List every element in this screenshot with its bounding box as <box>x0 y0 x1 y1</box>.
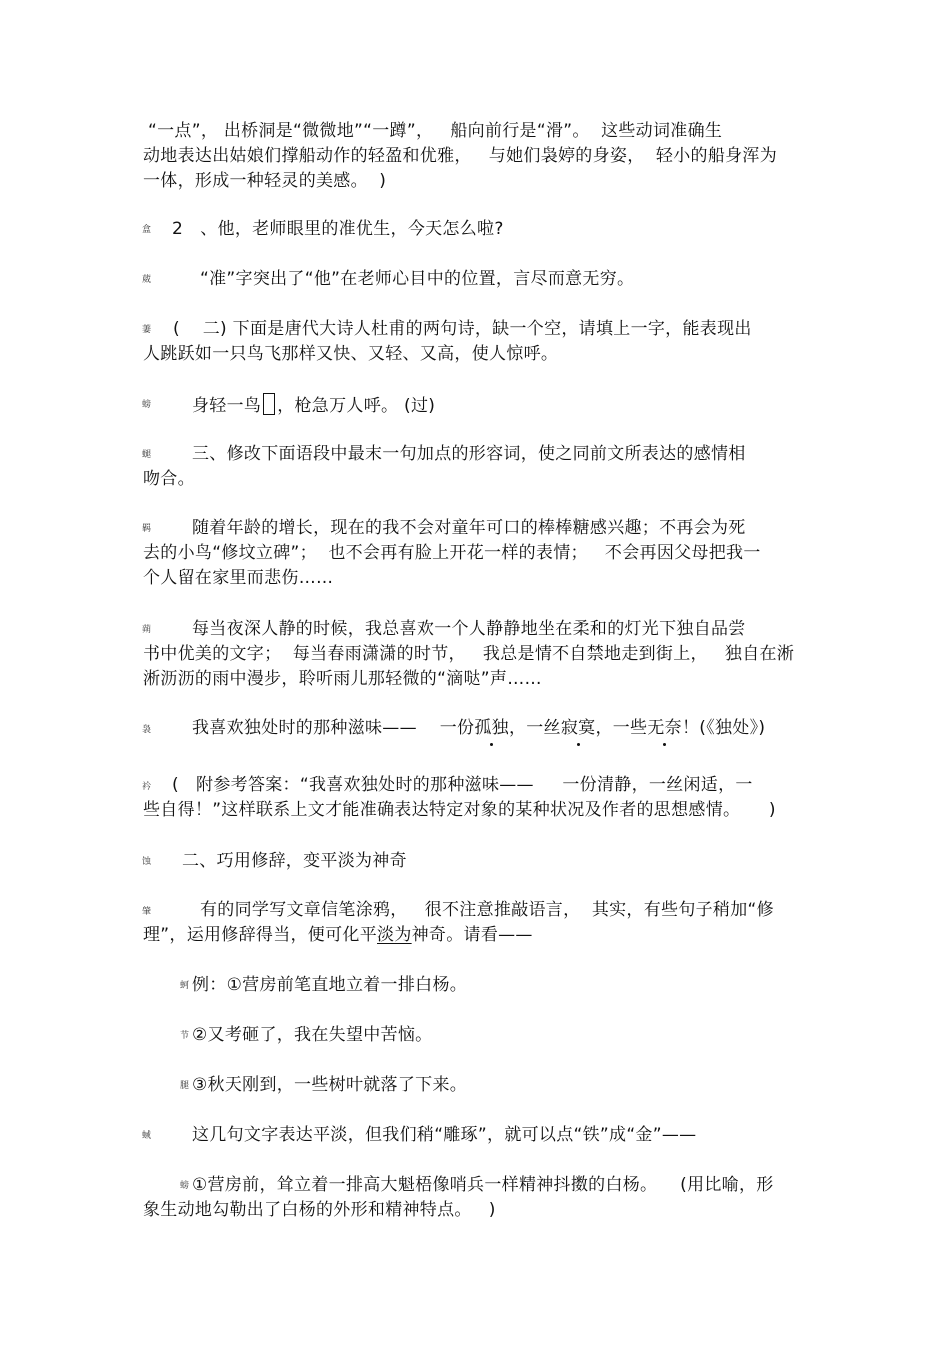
text-line: 象生动地勾勒出了白杨的外形和精神特点。 ) <box>143 1200 496 1220</box>
margin-mark: 螃 <box>180 1181 190 1191</box>
text-segment: ！(《独处》) <box>681 718 766 738</box>
section-heading: 二、巧用修辞，变平淡为神奇 <box>182 851 407 871</box>
margin-mark: 蜮 <box>142 1131 152 1141</box>
text-line: ( 附参考答案：“我喜欢独处时的那种滋味—— 一份清静，一丝闲适，一 <box>172 775 753 795</box>
margin-mark: 螃 <box>142 400 152 410</box>
dotted-word: 寂寞 <box>560 718 596 738</box>
text-line: 动地表达出姑娘们撑船动作的轻盈和优雅， 与她们袅婷的身姿， 轻小的船身浑为 <box>143 146 778 166</box>
text-line <box>143 924 533 946</box>
text-line: 2 、他，老师眼里的准优生，今天怎么啦? <box>172 219 504 239</box>
text-line: 吻合。 <box>143 469 195 489</box>
text-segment: 神奇。请看—— <box>411 925 533 945</box>
margin-mark: 羁 <box>142 524 152 534</box>
margin-mark: 蚵 <box>180 981 190 991</box>
text-line: 有的同学写文章信笔涂鸦， 很不注意推敲语言， 其实，有些句子稍加“修 <box>200 900 774 920</box>
text-line: “准”字突出了“他”在老师心目中的位置，言尽而意无穷。 <box>200 269 635 289</box>
text-line <box>192 717 765 739</box>
poem-text-after: ，枪急万人呼。 (过) <box>277 396 436 416</box>
margin-mark: 萋 <box>142 325 152 335</box>
underlined-word: 淡为 <box>377 925 412 945</box>
margin-mark: 蒴 <box>142 625 152 635</box>
text-line: 三、修改下面语段中最末一句加点的形容词，使之同前文所表达的感情相 <box>192 444 746 464</box>
blank-box <box>263 393 275 415</box>
margin-mark: 节 <box>180 1031 190 1041</box>
margin-mark: 袅 <box>142 725 152 735</box>
text-line: 一体，形成一种轻灵的美感。 ) <box>143 171 387 191</box>
text-line: 随着年龄的增长，现在的我不会对童年可口的棒棒糖感兴趣；不再会为死 <box>192 518 746 538</box>
margin-mark: 葳 <box>142 275 152 285</box>
margin-mark: 衿 <box>142 782 152 792</box>
text-line: 淅沥沥的雨中漫步，聆听雨儿那轻微的“滴哒”声…… <box>143 669 542 689</box>
text-segment: 理”，运用修辞得当，便可化平 <box>143 925 378 945</box>
dotted-word: 无奈 <box>647 718 682 738</box>
text-line: 去的小鸟“修坟立碑”； 也不会再有脸上开花一样的表情； 不会再因父母把我一 <box>143 543 761 563</box>
margin-mark: 螁 <box>142 450 152 460</box>
text-segment: ，一些 <box>595 718 648 738</box>
text-line: 这几句文字表达平淡，但我们稍“雕琢”，就可以点“铁”成“金”—— <box>192 1125 697 1145</box>
text-line: ①营房前，耸立着一排高大魁梧像哨兵一样精神抖擞的白杨。 (用比喻，形 <box>192 1175 774 1195</box>
poem-text-before: 身轻一鸟 <box>192 396 262 416</box>
margin-mark: 腿 <box>180 1081 190 1091</box>
poem-line <box>192 393 435 417</box>
text-line: 例：①营房前笔直地立着一排白杨。 <box>192 975 468 995</box>
dotted-word: 孤独 <box>474 718 509 738</box>
text-line: 些自得！”这样联系上文才能准确表达特定对象的某种状况及作者的思想感情。 ) <box>143 800 776 820</box>
margin-mark: 盒 <box>142 225 152 235</box>
text-line: 书中优美的文字； 每当春雨潇潇的时节， 我总是情不自禁地走到街上， 独自在淅 <box>143 644 795 664</box>
margin-mark: 肇 <box>142 907 152 917</box>
text-line: 个人留在家里而悲伤…… <box>143 568 334 588</box>
text-line: “一点”， 出桥洞是“微微地”“一蹲”， 船向前行是“滑”。 这些动词准确生 <box>148 121 723 141</box>
text-segment: ，一丝 <box>508 718 561 738</box>
text-line: ( 二) 下面是唐代大诗人杜甫的两句诗，缺一个空，请填上一字，能表现出 <box>173 319 752 339</box>
text-line: ③秋天刚到，一些树叶就落了下来。 <box>192 1075 468 1095</box>
margin-mark: 蚀 <box>142 857 152 867</box>
text-segment: 我喜欢独处时的那种滋味—— 一份 <box>192 718 475 738</box>
text-line: ②又考砸了，我在失望中苦恼。 <box>192 1025 433 1045</box>
text-line: 每当夜深人静的时候，我总喜欢一个人静静地坐在柔和的灯光下独自品尝 <box>192 619 746 639</box>
text-line: 人跳跃如一只鸟飞那样又快、又轻、又高，使人惊呼。 <box>143 344 559 364</box>
